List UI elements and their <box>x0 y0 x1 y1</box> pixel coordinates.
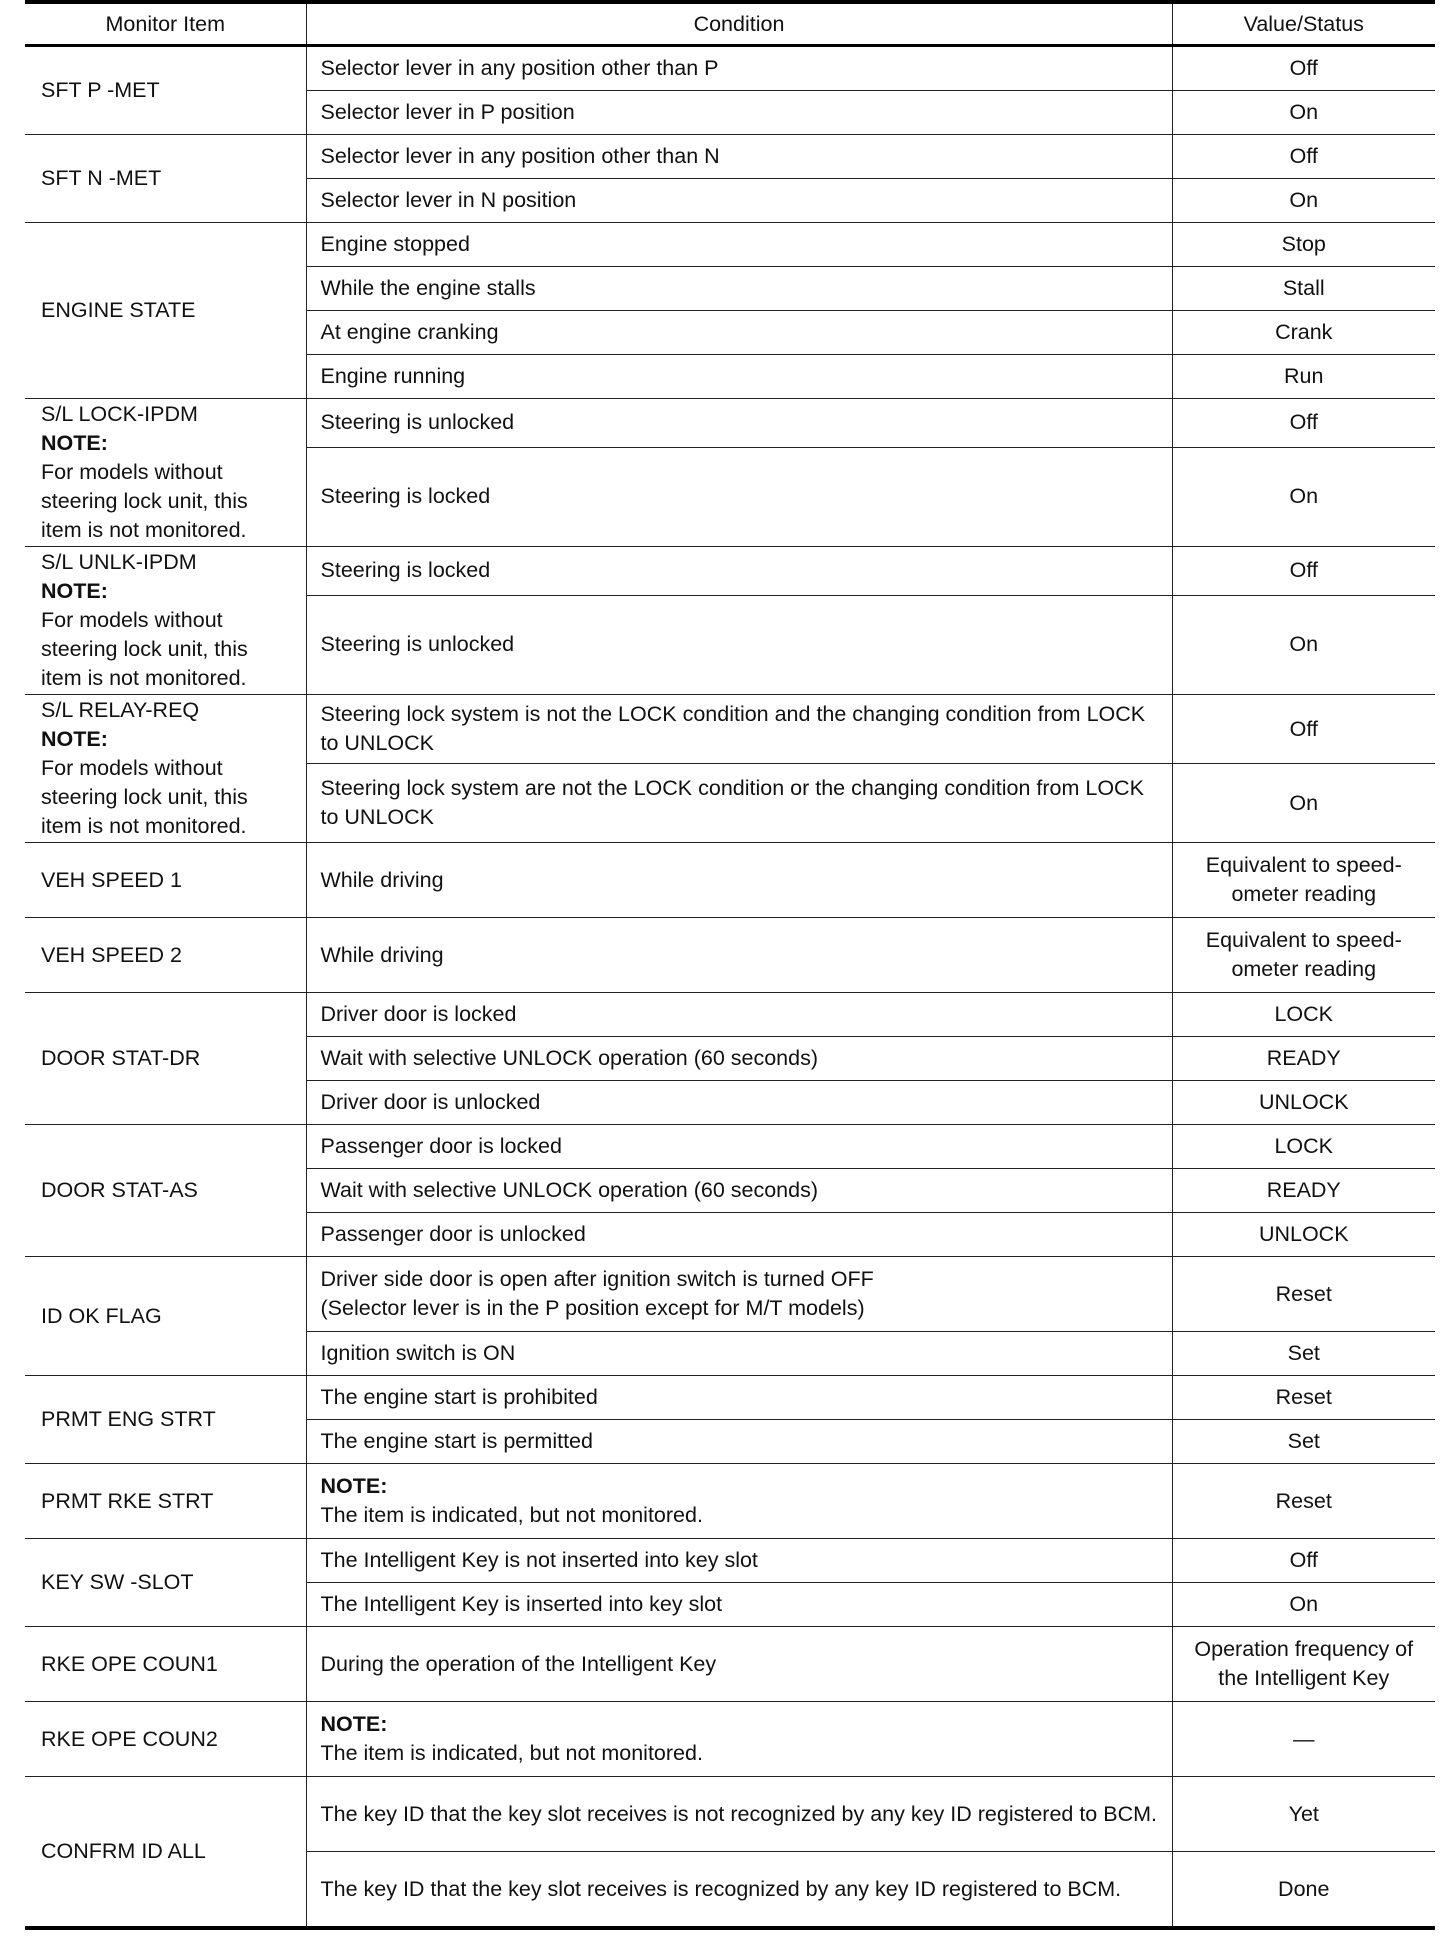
value-cell: Crank <box>1172 311 1435 355</box>
note-text: The item is indicated, but not monitored. <box>320 1741 703 1765</box>
condition-cell: Wait with selective UNLOCK operation (60 seconds) <box>306 1169 1172 1213</box>
table-row <box>25 918 1435 993</box>
condition-cell: During the operation of the Intelligent Key <box>306 1627 1172 1702</box>
header-row <box>25 2 1435 46</box>
condition-cell: Steering lock system is not the LOCK condition and the changing condition from LOCK to UNLOCK <box>306 695 1172 764</box>
condition-line: (Selector lever is in the P position except for M/T models) <box>320 1296 865 1320</box>
value-cell: READY <box>1172 1169 1435 1213</box>
condition-cell: Steering is unlocked <box>306 399 1172 448</box>
value-cell: Off <box>1172 1539 1435 1583</box>
monitor-item-name: S/L RELAY-REQ <box>41 698 200 722</box>
condition-cell: Driver door is locked <box>306 993 1172 1037</box>
note-label: NOTE: <box>320 1474 388 1498</box>
monitor-item: ID OK FLAG <box>25 1257 306 1376</box>
value-cell: Stall <box>1172 267 1435 311</box>
condition-cell: Selector lever in N position <box>306 179 1172 223</box>
condition-cell: The Intelligent Key is inserted into key slot <box>306 1583 1172 1627</box>
table-row <box>25 695 1435 764</box>
monitor-item: SFT N -MET <box>25 135 306 223</box>
condition-cell: Selector lever in any position other than N <box>306 135 1172 179</box>
monitor-table-container <box>25 0 1435 1930</box>
note-text: For models without steering lock unit, this item is not monitored. <box>41 460 248 542</box>
condition-cell: Engine stopped <box>306 223 1172 267</box>
monitor-item: KEY SW -SLOT <box>25 1539 306 1627</box>
monitor-item <box>25 547 306 695</box>
value-cell: Yet <box>1172 1777 1435 1852</box>
monitor-item: RKE OPE COUN2 <box>25 1702 306 1777</box>
monitor-item: PRMT RKE STRT <box>25 1464 306 1539</box>
value-cell: On <box>1172 764 1435 843</box>
condition-cell: While driving <box>306 843 1172 918</box>
condition-cell: While the engine stalls <box>306 267 1172 311</box>
monitor-item: ENGINE STATE <box>25 223 306 399</box>
table-row <box>25 223 1435 267</box>
value-cell: On <box>1172 91 1435 135</box>
value-cell: Reset <box>1172 1464 1435 1539</box>
table-row <box>25 1257 1435 1332</box>
monitor-item-name: S/L UNLK-IPDM <box>41 550 197 574</box>
note-label: NOTE: <box>41 727 108 751</box>
condition-cell: The Intelligent Key is not inserted into key slot <box>306 1539 1172 1583</box>
monitor-table <box>25 0 1435 1930</box>
value-cell: LOCK <box>1172 1125 1435 1169</box>
table-row <box>25 399 1435 448</box>
table-row <box>25 1376 1435 1420</box>
table-row <box>25 135 1435 179</box>
value-cell: Off <box>1172 46 1435 91</box>
condition-cell: Steering is locked <box>306 547 1172 596</box>
condition-cell: The engine start is prohibited <box>306 1376 1172 1420</box>
monitor-item <box>25 695 306 843</box>
value-cell: On <box>1172 179 1435 223</box>
condition-cell: Wait with selective UNLOCK operation (60 seconds) <box>306 1037 1172 1081</box>
condition-cell: Steering is locked <box>306 447 1172 546</box>
table-row <box>25 46 1435 91</box>
table-row <box>25 1777 1435 1852</box>
value-cell: READY <box>1172 1037 1435 1081</box>
table-row <box>25 1125 1435 1169</box>
monitor-item: RKE OPE COUN1 <box>25 1627 306 1702</box>
table-row <box>25 993 1435 1037</box>
header-value-status: Value/Status <box>1172 2 1435 46</box>
value-cell: — <box>1172 1702 1435 1777</box>
value-cell: Off <box>1172 399 1435 448</box>
value-cell: UNLOCK <box>1172 1213 1435 1257</box>
monitor-item: VEH SPEED 2 <box>25 918 306 993</box>
note-label: NOTE: <box>320 1712 388 1736</box>
value-cell: On <box>1172 595 1435 694</box>
monitor-item: CONFRM ID ALL <box>25 1777 306 1929</box>
header-monitor-item: Monitor Item <box>25 2 306 46</box>
value-cell: Reset <box>1172 1376 1435 1420</box>
condition-cell: At engine cranking <box>306 311 1172 355</box>
monitor-item <box>25 399 306 547</box>
monitor-item: DOOR STAT-AS <box>25 1125 306 1257</box>
condition-cell: Selector lever in any position other than P <box>306 46 1172 91</box>
monitor-item: SFT P -MET <box>25 46 306 135</box>
table-row <box>25 1627 1435 1702</box>
table-row <box>25 547 1435 596</box>
condition-cell: Driver door is unlocked <box>306 1081 1172 1125</box>
value-cell: Set <box>1172 1420 1435 1464</box>
value-cell: Off <box>1172 547 1435 596</box>
header-condition: Condition <box>306 2 1172 46</box>
value-cell: Reset <box>1172 1257 1435 1332</box>
condition-line: Driver side door is open after ignition switch is turned OFF <box>320 1267 874 1291</box>
table-row <box>25 1539 1435 1583</box>
note-text: For models without steering lock unit, this item is not monitored. <box>41 608 248 690</box>
value-cell: Run <box>1172 355 1435 399</box>
condition-cell: Passenger door is locked <box>306 1125 1172 1169</box>
value-cell: Equivalent to speed-ometer reading <box>1172 918 1435 993</box>
value-cell: Off <box>1172 135 1435 179</box>
condition-cell: While driving <box>306 918 1172 993</box>
monitor-item: PRMT ENG STRT <box>25 1376 306 1464</box>
value-cell: LOCK <box>1172 993 1435 1037</box>
value-cell: Done <box>1172 1852 1435 1929</box>
table-row <box>25 1702 1435 1777</box>
value-cell: UNLOCK <box>1172 1081 1435 1125</box>
value-cell: Off <box>1172 695 1435 764</box>
value-cell: On <box>1172 447 1435 546</box>
note-label: NOTE: <box>41 579 108 603</box>
condition-cell <box>306 1257 1172 1332</box>
value-cell: Set <box>1172 1332 1435 1376</box>
condition-cell <box>306 1464 1172 1539</box>
condition-cell: The engine start is permitted <box>306 1420 1172 1464</box>
value-cell: On <box>1172 1583 1435 1627</box>
condition-cell: The key ID that the key slot receives is not recognized by any key ID registered to BCM. <box>306 1777 1172 1852</box>
monitor-item-name: S/L LOCK-IPDM <box>41 402 198 426</box>
condition-cell: Passenger door is unlocked <box>306 1213 1172 1257</box>
value-cell: Equivalent to speed-ometer reading <box>1172 843 1435 918</box>
condition-cell: Ignition switch is ON <box>306 1332 1172 1376</box>
condition-cell <box>306 1702 1172 1777</box>
note-text: For models without steering lock unit, this item is not monitored. <box>41 756 248 838</box>
note-text: The item is indicated, but not monitored. <box>320 1503 703 1527</box>
condition-cell: The key ID that the key slot receives is recognized by any key ID registered to BCM. <box>306 1852 1172 1929</box>
table-row <box>25 1464 1435 1539</box>
value-cell: Operation frequency of the Intelligent Key <box>1172 1627 1435 1702</box>
condition-cell: Steering lock system are not the LOCK condition or the changing condition from LOCK to UNLOCK <box>306 764 1172 843</box>
condition-cell: Steering is unlocked <box>306 595 1172 694</box>
note-label: NOTE: <box>41 431 108 455</box>
monitor-item: DOOR STAT-DR <box>25 993 306 1125</box>
table-row <box>25 843 1435 918</box>
monitor-item: VEH SPEED 1 <box>25 843 306 918</box>
condition-cell: Engine running <box>306 355 1172 399</box>
condition-cell: Selector lever in P position <box>306 91 1172 135</box>
value-cell: Stop <box>1172 223 1435 267</box>
